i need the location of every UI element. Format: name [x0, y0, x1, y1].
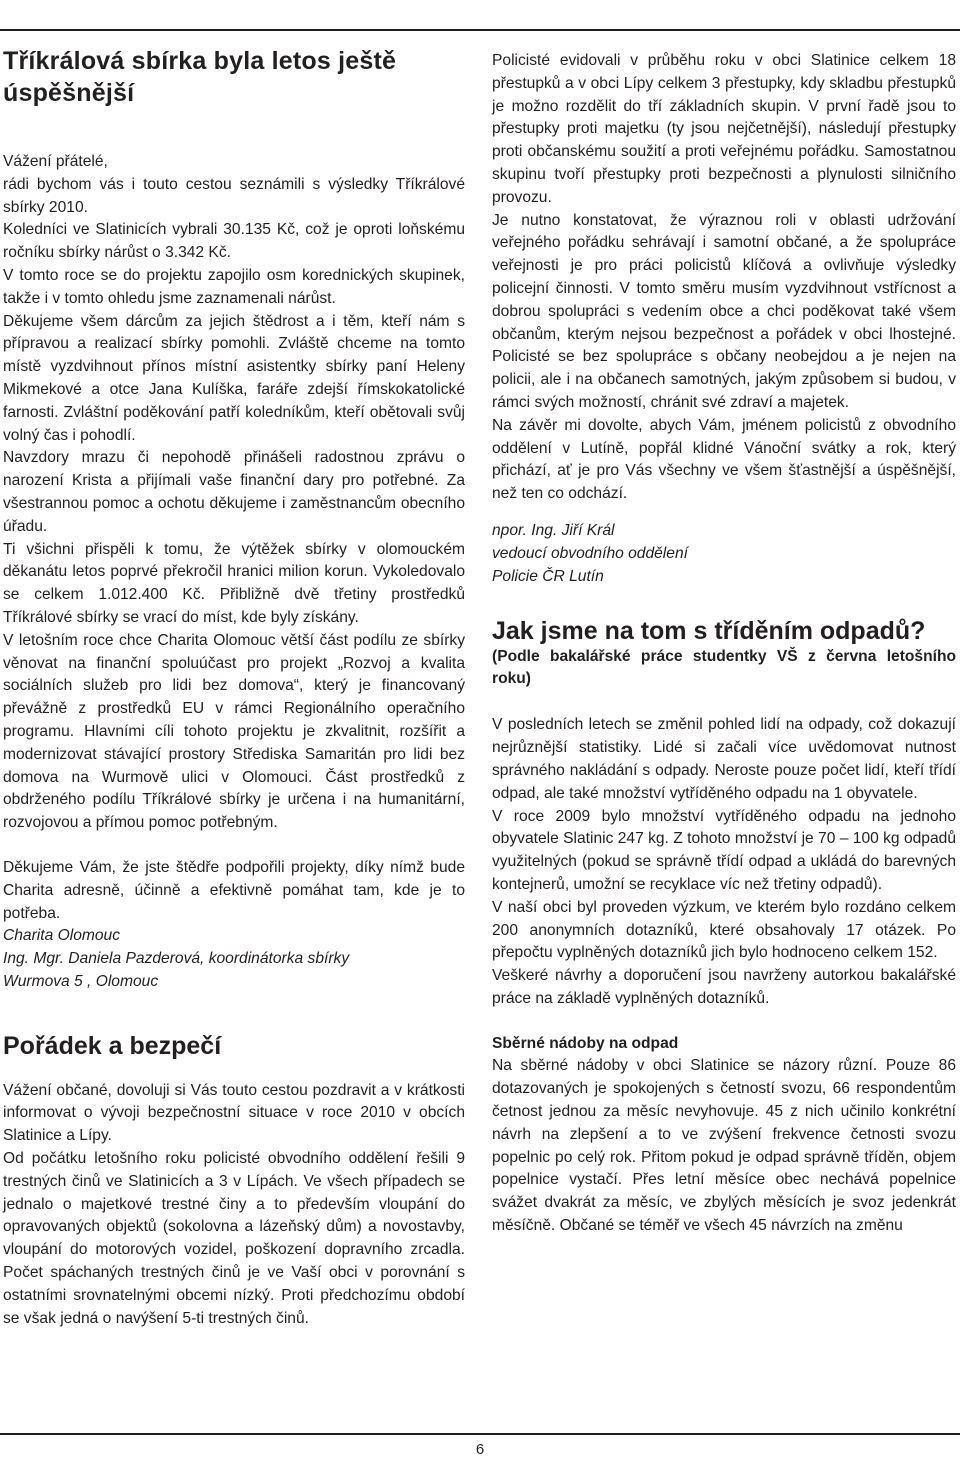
paragraph: V letošním roce chce Charita Olomouc větší část podílu ze sbírky věnovat na finanční spoluúčast pro projekt „Rozvoj a kvalita sociálních služeb pro lidi bez domova“, který je financovaný převážně z prostředků EU v rámci Regionálního operačního programu. Hlavními cíli tohoto projektu je zkvalitnit, rozšířit a modernizovat stávající prostory Střediska Samaritán pro lidi bez domova na Wurmově ulici v Olomouci. Část prostředků z obdrženého podílu Tříkrálové sbírky je určena i na humanitární, rozvojovou a přímou pomoc potřebným. [3, 631, 465, 832]
signature-line: Charita Olomouc [3, 927, 120, 945]
signature-line: Ing. Mgr. Daniela Pazderová, koordinátorka sbírky [3, 950, 350, 968]
signature-line: vedoucí obvodního oddělení [492, 544, 688, 562]
page-number: 6 [475, 1441, 485, 1458]
paragraph: Vážení občané, dovoluji si Vás touto cestou pozdravit a v krátkosti informovat o vývoji bezpečnostní situace v roce 2010 v obcích Slatinice a Lípy. [3, 1081, 465, 1145]
paragraph: Děkujeme Vám, že jste štědře podpořili projekty, díky nímž bude Charita adresně, účinně a efektivně pomáhat tam, kde je to potřeba. [3, 858, 465, 922]
right-column [492, 50, 956, 1238]
signature-line: npor. Ing. Jiří Král [492, 521, 615, 539]
signature-line: Wurmova 5 , Olomouc [3, 972, 159, 990]
paragraph: V naší obci byl proveden výzkum, ve kterém bylo rozdáno celkem 200 anonymních dotazníků, které obsahovaly 17 otázek. Po přepočtu vyplněných dotazníků jich bylo hodnoceno celkem 152. [492, 898, 956, 962]
paragraph: Navzdory mrazu či nepohodě přinášeli radostnou zprávu o narození Krista a přijímali vaše finanční dary pro potřebné. Za všestrannou pomoc a ochotu děkujeme i zaměstnancům obecního úřadu. [3, 449, 465, 535]
left-column [3, 45, 465, 1330]
article-subtitle: (Podle bakalářské práce studentky VŠ z června letošního roku) [492, 648, 956, 688]
paragraph: Ti všichni přispěli k tomu, že výtěžek sbírky v olomouckém děkanátu letos poprvé překročil hranici milion korun. Vykoledovalo se celkem 1.012.400 Kč. Přibližně dvě třetiny prostředků Tříkrálové sbírky se vrací do míst, kde byly získány. [3, 540, 465, 626]
paragraph: Na závěr mi dovolte, abych Vám, jménem policistů z obvodního oddělení v Lutíně, popřál klidné Vánoční svátky a rok, který přichází, ať je pro Vás všechny ve všem šťastnější a úspěšnější, než ten co odchází. [492, 416, 956, 503]
paragraph: Na sběrné nádoby v obci Slatinice se názory různí. Pouze 86 dotazovaných je spokojených s četností svozu, 66 respondentům četnost jednou za měsíc nevyhovuje. 45 z nich učinilo konkrétní návrh na zlepšení a to ve zvýšení frekvence četnosti svozu popelnic po celý rok. Přitom pokud je odpad správně tříděn, objem popelnice vystačí. Přes letní měsíce obec nechává popelnice svážet dvakrát za měsíc, ve zbylých měsících je svoz jedenkrát měsíčně. Občané se téměř ve všech 45 návrzích na změnu [492, 1057, 956, 1235]
top-rule [0, 29, 960, 31]
paragraph: rádi bychom vás i touto cestou seznámili s výsledky Tříkrálové sbírky 2010. [3, 175, 465, 216]
paragraph: Vážení přátelé, [3, 153, 108, 170]
paragraph: Policisté evidovali v průběhu roku v obci Slatinice celkem 18 přestupků a v obci Lípy celkem 3 přestupky, kdy skladbu přestupků je možno rozdělit do tří základních skupin. V první řadě jsou to přestupky proti majetku (ty jsou nejčetnější), následují přestupky proti občanskému soužití a proti veřejnému pořádku. Samostatnou skupinu tvoří přestupky proti bezpečnosti a plynulosti silničního provozu. [492, 52, 956, 206]
paragraph: V roce 2009 bylo množství vytříděného odpadu na jednoho obyvatele Slatinic 247 kg. Z tohoto množství je 70 – 100 kg odpadů využitelných (pokud se správně třídí odpad a ukládá do barevných kontejnerů, umožní se recyklace víc než třetiny odpadů). [492, 807, 956, 893]
paragraph: Veškeré návrhy a doporučení jsou navrženy autorkou bakalářské práce na základě vyplněných dotazníků. [492, 967, 956, 1007]
paragraph: V posledních letech se změnil pohled lidí na odpady, což dokazují nejrůznější statistiky. Lidé si začali více uvědomovat nutnost správného nakládání s odpady. Neroste pouze počet lidí, kteří třídí odpad, ale také množství vytříděného odpadu na 1 obyvatele. [492, 716, 956, 802]
paragraph: V tomto roce se do projektu zapojilo osm korednických skupinek, takže i v tomto ohledu jsme zaznamenali nárůst. [3, 266, 465, 307]
paragraph: Koledníci ve Slatinicích vybrali 30.135 Kč, což je oproti loňskému ročníku sbírky nárůst o 3.342 Kč. [3, 221, 465, 262]
section-heading-sberne-nadoby: Sběrné nádoby na odpad [492, 1034, 679, 1052]
article-title-trideni-odpadu: Jak jsme na tom s tříděním odpadů? [492, 617, 926, 646]
paragraph: Je nutno konstatovat, že výraznou roli v oblasti udržování veřejného pořádku sehrávají i samotní občané, a že spolupráce veřejnosti je pro práci policistů klíčová a ovlivňuje výsledky policejní činnosti. V tomto směru musím vyzdvihnout vstřícnost a dobrou spolupráci s vedením obce a chci poděkovat také všem občanům, kterým nejsou bezpečnost a pořádek v obci lhostejné. Policisté se bez spolupráce s občany neobejdou a je nejen na policii, ale i na občanech samotných, jakým způsobem si budou, v rámci svých možností, chránit své zdraví a majetek. [492, 211, 956, 411]
article-title-poradek-a-bezpeci: Pořádek a bezpečí [3, 1031, 222, 1060]
signature-line: Policie ČR Lutín [492, 567, 604, 585]
paragraph: Děkujeme všem dárcům za jejich štědrost a i těm, kteří nám s přípravou a realizací sbírky pomohli. Zvláště chceme na tomto místě vyzdvihnout přínos místní asistentky sbírky paní Heleny Mikmekové a otce Jana Kulíška, faráře zdejší římskokatolické farnosti. Zvláštní poděkování patří koledníkům, kteří obětovali svůj volný čas i pohodlí. [3, 312, 465, 444]
paragraph: Od počátku letošního roku policisté obvodního oddělení řešili 9 trestných činů ve Slatinicích a 3 v Lípách. Ve všech případech se jednalo o majetkové trestné činy a to především vloupání do opravovaných objektů (sokolovna a lázeňský dům) a novostavby, vloupání do motorových vozidel, poškození dopravního zrcadla. Počet spáchaných trestných činů je ve Vaší obci v porovnání s ostatními srovnatelnými obcemi nízký. Proti předchozímu období se však jedná o navýšení 5-ti trestných činů. [3, 1150, 465, 1327]
article-title-trikralova-sbirka: Tříkrálová sbírka byla letos ještě úspěšnější [3, 47, 397, 107]
bottom-rule [0, 1433, 960, 1435]
